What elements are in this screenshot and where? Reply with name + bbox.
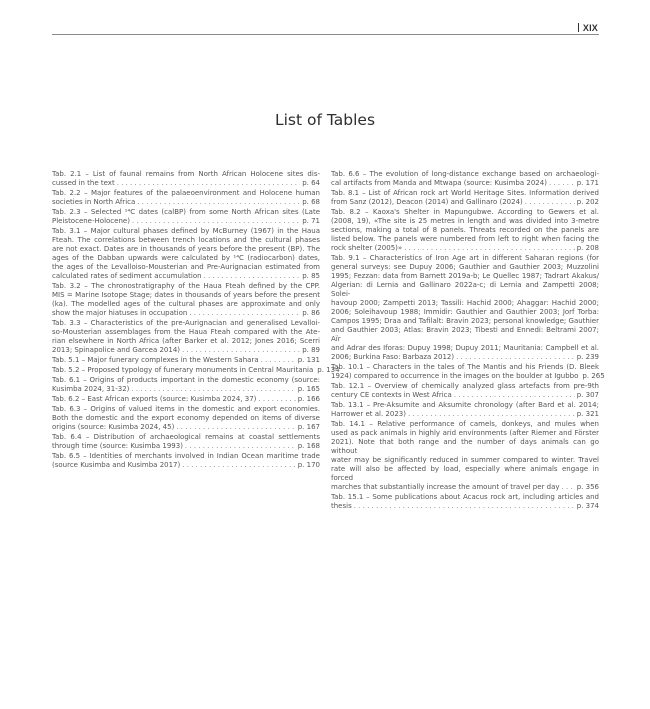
entry-page-number: p. 356 xyxy=(576,483,599,491)
entry-page-number: p. 134 xyxy=(317,366,340,374)
table-entry[interactable] xyxy=(331,170,599,188)
dot-leader xyxy=(137,198,300,207)
entry-line: 1995; Fezzan: data from Barnett 2019a-b; Le Quellec 1987; Tadrart Akakus/ xyxy=(331,272,599,280)
entry-last-line xyxy=(331,353,599,362)
entry-last-line xyxy=(52,366,340,375)
entry-text: origins (source: Kusimba 2024, 45) xyxy=(52,423,175,431)
entry-last-line xyxy=(52,272,320,281)
entry-page-number: p. 85 xyxy=(302,272,320,280)
entry-text: Harrower et al. 2023) xyxy=(331,410,406,418)
entry-line: Tab. 2.1 – List of faunal remains from North African Holocene sites dis- xyxy=(52,170,320,178)
entry-line: Campos 1995; Draa and Tafilalt: Bravin 2023; personal knowledge; Gauthier xyxy=(331,317,599,325)
entry-line: 2006; Soleihavoup 1988; Immidir: Gauthier and Gauthier 2003; Jorf Torba: xyxy=(331,308,599,316)
table-entry[interactable] xyxy=(52,227,320,281)
entry-line: Tab. 3.2 – The chronostratigraphy of the Haua Fteah defined by the CPP. xyxy=(52,282,320,290)
table-entry[interactable] xyxy=(331,493,599,511)
entry-line: Tab. 10.1 – Characters in the tales of The Mantis and his Friends (D. Bleek xyxy=(331,363,599,371)
entry-line: water may be significantly reduced in summer compared to winter. Travel xyxy=(331,456,599,464)
entry-page-number: p. 374 xyxy=(576,502,599,510)
left-column xyxy=(52,170,340,471)
table-entry[interactable] xyxy=(331,363,605,381)
entry-line: and Adrar des Iforas: Dupuy 1998; Dupuy 2011; Mauritania: Campbell et al. xyxy=(331,344,599,352)
entry-last-line xyxy=(331,502,599,511)
entry-text: thesis xyxy=(331,502,352,510)
entry-text: marches that substantially increase the amount of travel per day xyxy=(331,483,560,491)
entry-last-line xyxy=(52,461,320,470)
entry-last-line xyxy=(331,483,599,492)
entry-page-number: p. 170 xyxy=(297,461,320,469)
dot-leader xyxy=(354,502,575,511)
entry-page-number: p. 171 xyxy=(576,179,599,187)
entry-page-number: p. 86 xyxy=(302,309,320,317)
entry-line: Tab. 9.1 – Characteristics of Iron Age art in different Saharan regions (for xyxy=(331,254,599,262)
entry-line: Algerian: di Lernia and Gallinaro 2022a-c; di Lernia and Zampetti 2008; Solei- xyxy=(331,281,599,298)
entry-line: Fteah. The correlations between trench locations and the cultural phases xyxy=(52,236,320,244)
entry-last-line xyxy=(52,309,320,318)
entry-text: societies in North Africa xyxy=(52,198,136,206)
page-title: List of Tables xyxy=(274,111,376,130)
dot-leader xyxy=(454,391,575,400)
dot-leader xyxy=(182,461,295,470)
entry-text: Tab. 5.2 – Proposed typology of funerary monuments in Central Mauritania xyxy=(52,366,314,374)
entry-text: Tab. 6.2 – East African exports (source: Kusimba 2024, 37) xyxy=(52,395,257,403)
entry-line: Tab. 14.1 – Relative performance of camels, donkeys, and mules when xyxy=(331,420,599,428)
entry-line: Tab. 2.2 – Major features of the palaeoenvironment and Holocene human xyxy=(52,189,320,197)
table-entry[interactable] xyxy=(331,420,599,492)
entry-line: Tab. 8.2 – Kaoxa's Shelter in Mapungubwe. According to Gewers et al. xyxy=(331,208,599,216)
table-entry[interactable] xyxy=(52,366,340,375)
dot-leader xyxy=(525,198,575,207)
entry-text: cussed in the text xyxy=(52,179,115,187)
dot-leader xyxy=(117,179,300,188)
table-entry[interactable] xyxy=(331,382,599,400)
entry-page-number: p. 165 xyxy=(297,385,320,393)
dot-leader xyxy=(549,179,575,188)
entry-page-number: p. 68 xyxy=(302,198,320,206)
entry-line: used as pack animals in highly arid environments (after Riemer and Förster xyxy=(331,429,599,437)
entry-line: Tab. 6.5 – Identities of merchants involved in Indian Ocean maritime trade xyxy=(52,452,320,460)
entry-page-number: p. 307 xyxy=(576,391,599,399)
entry-last-line xyxy=(331,198,599,207)
table-entry[interactable] xyxy=(331,189,599,207)
table-entry[interactable] xyxy=(331,254,599,362)
table-entry[interactable] xyxy=(52,319,320,355)
entry-text: calculated rates of sediment accumulation xyxy=(52,272,202,280)
entry-line: Tab. 3.1 – Major cultural phases defined by McBurney (1967) in the Haua xyxy=(52,227,320,235)
dot-leader xyxy=(261,356,296,365)
entry-page-number: p. 89 xyxy=(302,346,320,354)
entry-last-line xyxy=(52,198,320,207)
entry-line: Tab. 6.4 – Distribution of archaeological remains at coastal settlements xyxy=(52,433,320,441)
entry-page-number: p. 64 xyxy=(302,179,320,187)
entry-page-number: p. 71 xyxy=(302,217,320,225)
right-column xyxy=(331,170,605,512)
entry-line: Tab. 15.1 – Some publications about Acacus rock art, including articles and xyxy=(331,493,599,501)
table-entry[interactable] xyxy=(52,282,320,318)
dot-leader xyxy=(562,483,575,492)
entry-page-number: p. 208 xyxy=(576,244,599,252)
entry-last-line xyxy=(52,346,320,355)
entry-text: 2013; Spinapolice and Garcea 2014) xyxy=(52,346,180,354)
entry-text: from Sanz (2012), Deacon (2014) and Gallinaro (2024) xyxy=(331,198,523,206)
entry-line: rate will also be affected by load, especially where animals engage in forced xyxy=(331,465,599,482)
entry-last-line xyxy=(52,179,320,188)
entry-page-number: p. 202 xyxy=(576,198,599,206)
entry-line: listed below. The panels were numbered from left to right when facing the xyxy=(331,235,599,243)
entry-text: cal artifacts from Manda and Mtwapa (source: Kusimba 2024) xyxy=(331,179,547,187)
table-entry[interactable] xyxy=(52,376,320,394)
table-entry[interactable] xyxy=(331,401,599,419)
entry-line: Tab. 2.3 – Selected ¹⁴C dates (calBP) from some North African sites (Late xyxy=(52,208,320,216)
entry-line: MIS = Marine Isotope Stage; dates in thousands of years before the present xyxy=(52,291,320,299)
entry-line: Tab. 13.1 – Pre-Aksumite and Aksumite chronology (after Bard et al. 2014; xyxy=(331,401,599,409)
dot-leader xyxy=(258,395,295,404)
page-number xyxy=(578,23,598,33)
entry-last-line xyxy=(52,423,320,432)
entry-last-line xyxy=(331,410,599,419)
entry-text: (source Kusimba and Kusimba 2017) xyxy=(52,461,181,469)
table-entry[interactable] xyxy=(52,170,320,188)
dot-leader xyxy=(182,346,300,355)
entry-last-line xyxy=(331,372,605,381)
entry-line: (2008, 19), «The site is 25 metres in length and was divided into 3-metre xyxy=(331,217,599,225)
entry-line: Both the domestic and the export economy depended on items of diverse xyxy=(52,414,320,422)
entry-last-line xyxy=(331,391,599,400)
entry-last-line xyxy=(331,244,599,253)
entry-text: rock shelter (2005)» xyxy=(331,244,403,252)
entry-last-line xyxy=(52,217,320,226)
dot-leader xyxy=(185,442,296,451)
entry-last-line xyxy=(52,385,320,394)
entry-last-line xyxy=(52,442,320,451)
page-number-text: XIX xyxy=(582,23,598,33)
entry-page-number: p. 131 xyxy=(297,356,320,364)
entry-last-line xyxy=(52,395,320,404)
entry-page-number: p. 168 xyxy=(297,442,320,450)
entry-page-number: p. 321 xyxy=(576,410,599,418)
dot-leader xyxy=(176,423,295,432)
entry-line: sections, making a total of 8 panels. Threats recorded on the panels are xyxy=(331,226,599,234)
entry-line: are not exact. Dates are in thousands of years before the present (BP). The xyxy=(52,245,320,253)
entry-text: Pleistocene-Holocene) xyxy=(52,217,130,225)
entry-line: (ka). The modelled ages of the cultural phases are approximate and only xyxy=(52,300,320,308)
dot-leader xyxy=(456,353,575,362)
table-entry[interactable] xyxy=(52,405,320,432)
entry-text: through time (source: Kusimba 1993) xyxy=(52,442,183,450)
dot-leader xyxy=(132,217,300,226)
entry-page-number: p. 239 xyxy=(576,353,599,361)
dot-leader xyxy=(189,309,300,318)
entry-page-number: p. 265 xyxy=(582,372,605,380)
entry-page-number: p. 167 xyxy=(297,423,320,431)
entry-text: century CE contexts in West Africa xyxy=(331,391,452,399)
entry-line: Tab. 12.1 – Overview of chemically analyzed glass artefacts from pre-9th xyxy=(331,382,599,390)
entry-last-line xyxy=(331,179,599,188)
entry-text: show the major hiatuses in occupation xyxy=(52,309,188,317)
entry-page-number: p. 166 xyxy=(297,395,320,403)
table-entry[interactable] xyxy=(52,208,320,226)
entry-line: and Gauthier 2003; Atlas: Bravin 2023; Tibesti and Ennedi: Beltrami 2007; Aïr xyxy=(331,326,599,343)
entry-text: 2006; Burkina Faso: Barbaza 2012) xyxy=(331,353,455,361)
entry-line: Tab. 6.6 – The evolution of long-distance exchange based on archaeologi- xyxy=(331,170,599,178)
entry-line: ages of the Dabban upwards were calculated by ¹⁴C (radiocarbon) dates, xyxy=(52,254,320,262)
entry-line: havoup 2000; Zampetti 2013; Tassili: Hachid 2000; Ahaggar: Hachid 2000; xyxy=(331,299,599,307)
entry-line: Tab. 3.3 – Characteristics of the pre-Aurignacian and generalised Levalloi- xyxy=(52,319,320,327)
entry-last-line xyxy=(52,356,320,365)
dot-leader xyxy=(204,272,301,281)
dot-leader xyxy=(404,244,575,253)
entry-line: Tab. 6.3 – Origins of valued items in the domestic and export economies. xyxy=(52,405,320,413)
entry-text: 1924) compared to occurrence in the images on the boulder at Igubbo xyxy=(331,372,579,380)
table-entry[interactable] xyxy=(52,356,320,365)
table-entry[interactable] xyxy=(52,433,320,451)
entry-line: so-Mousterian assemblages from the Haua Fteah compared with the Ate- xyxy=(52,328,320,336)
entry-text: Tab. 5.1 – Major funerary complexes in the Western Sahara xyxy=(52,356,259,364)
entry-line: Tab. 6.1 – Origins of products important in the domestic economy (source: xyxy=(52,376,320,384)
entry-line: rian elsewhere in North Africa (after Barker et al. 2012; Jones 2016; Scerri xyxy=(52,337,320,345)
entry-line: general surveys: see Dupuy 2006; Gauthier and Gauthier 2003; Muzzolini xyxy=(331,263,599,271)
entry-line: the ages of the Levalloiso-Mousterian and Pre-Aurignacian estimated from xyxy=(52,263,320,271)
table-entry[interactable] xyxy=(52,189,320,207)
entry-line: Tab. 8.1 – List of African rock art World Heritage Sites. Information derived xyxy=(331,189,599,197)
dot-leader xyxy=(408,410,575,419)
dot-leader xyxy=(131,385,295,394)
header-rule xyxy=(52,34,599,35)
entry-line: 2021). Note that both range and the number of days animals can go without xyxy=(331,438,599,455)
entry-text: Kusimba 2024, 31-32) xyxy=(52,385,130,393)
table-entry[interactable] xyxy=(52,395,320,404)
table-entry[interactable] xyxy=(52,452,320,470)
page-number-bar xyxy=(578,23,579,32)
table-entry[interactable] xyxy=(331,208,599,253)
